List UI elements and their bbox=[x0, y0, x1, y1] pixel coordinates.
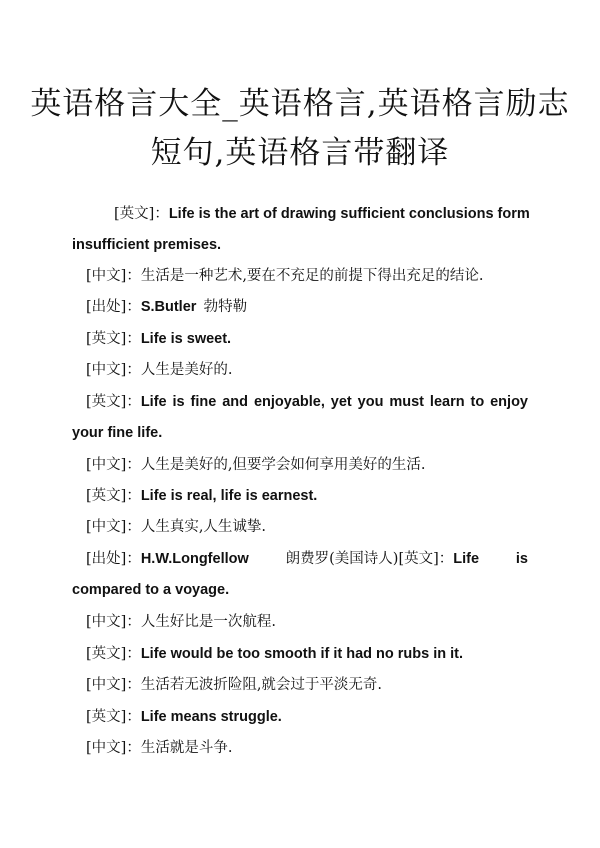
english-quote: Life means struggle. bbox=[140, 709, 282, 725]
label-source: [出处]： bbox=[86, 299, 141, 315]
page-title-line-1: 英语格言大全_英语格言,英语格言励志 bbox=[30, 86, 570, 122]
source-author-chinese: 勃特勒 bbox=[203, 299, 248, 315]
source-author-chinese: 朗费罗(美国诗人) bbox=[285, 551, 399, 567]
paragraph-line bbox=[86, 611, 542, 633]
paragraph-line bbox=[72, 203, 528, 225]
label-english: [英文]： bbox=[86, 709, 141, 725]
paragraph-line bbox=[86, 328, 542, 350]
paragraph-line bbox=[86, 643, 542, 665]
english-quote: Life is the art of drawing sufficient conclusions form bbox=[168, 206, 530, 222]
paragraph-line bbox=[72, 579, 528, 601]
chinese-translation: 人生真实,人生诚挚. bbox=[140, 519, 267, 535]
chinese-translation: 生活是一种艺术,要在不充足的前提下得出充足的结论. bbox=[140, 268, 484, 284]
english-quote: Life is fine and enjoyable, yet you must learn to enjoy bbox=[140, 394, 528, 410]
paragraph-line bbox=[72, 234, 528, 256]
paragraph-line bbox=[86, 548, 528, 570]
paragraph-line bbox=[86, 391, 528, 413]
label-english: [英文]： bbox=[86, 394, 141, 410]
paragraph-line bbox=[72, 422, 528, 444]
chinese-translation: 生活若无波折险阻,就会过于平淡无奇. bbox=[140, 677, 383, 693]
label-english: [英文]： bbox=[86, 331, 141, 347]
label-chinese: [中文]： bbox=[86, 519, 141, 535]
label-english: [英文]： bbox=[86, 488, 141, 504]
paragraph-line bbox=[86, 737, 542, 759]
english-quote: Life bbox=[453, 551, 480, 567]
paragraph-line bbox=[86, 516, 542, 538]
english-quote-continued: compared to a voyage. bbox=[72, 582, 230, 598]
english-quote-continued: your fine life. bbox=[72, 425, 163, 441]
paragraph-line bbox=[86, 265, 542, 287]
english-quote-word: is bbox=[515, 551, 528, 567]
english-quote: Life is real, life is earnest. bbox=[140, 488, 318, 504]
label-english: [英文]： bbox=[398, 551, 454, 567]
english-quote: Life would be too smooth if it had no rubs in it. bbox=[140, 646, 464, 662]
label-chinese: [中文]： bbox=[86, 614, 141, 630]
label-source: [出处]： bbox=[86, 551, 141, 567]
label-english: [英文]： bbox=[114, 206, 169, 222]
paragraph-line bbox=[86, 454, 542, 476]
english-quote-continued: insufficient premises. bbox=[72, 237, 222, 253]
chinese-translation: 生活就是斗争. bbox=[140, 740, 233, 756]
source-author: H.W.Longfellow bbox=[140, 551, 249, 567]
label-chinese: [中文]： bbox=[86, 268, 141, 284]
chinese-translation: 人生是美好的,但要学会如何享用美好的生活. bbox=[140, 457, 426, 473]
english-quote: Life is sweet. bbox=[140, 331, 232, 347]
paragraph-line bbox=[86, 674, 542, 696]
label-chinese: [中文]： bbox=[86, 362, 141, 378]
paragraph-line bbox=[86, 485, 542, 507]
label-english: [英文]： bbox=[86, 646, 141, 662]
source-author: S.Butler bbox=[140, 299, 197, 315]
chinese-translation: 人生是美好的. bbox=[140, 362, 233, 378]
paragraph-line bbox=[86, 296, 542, 318]
paragraph-line bbox=[86, 359, 542, 381]
chinese-translation: 人生好比是一次航程. bbox=[140, 614, 276, 630]
paragraph-line bbox=[86, 706, 542, 728]
page-title-line-2: 短句,英语格言带翻译 bbox=[150, 135, 450, 171]
label-chinese: [中文]： bbox=[86, 740, 141, 756]
label-chinese: [中文]： bbox=[86, 457, 141, 473]
label-chinese: [中文]： bbox=[86, 677, 141, 693]
